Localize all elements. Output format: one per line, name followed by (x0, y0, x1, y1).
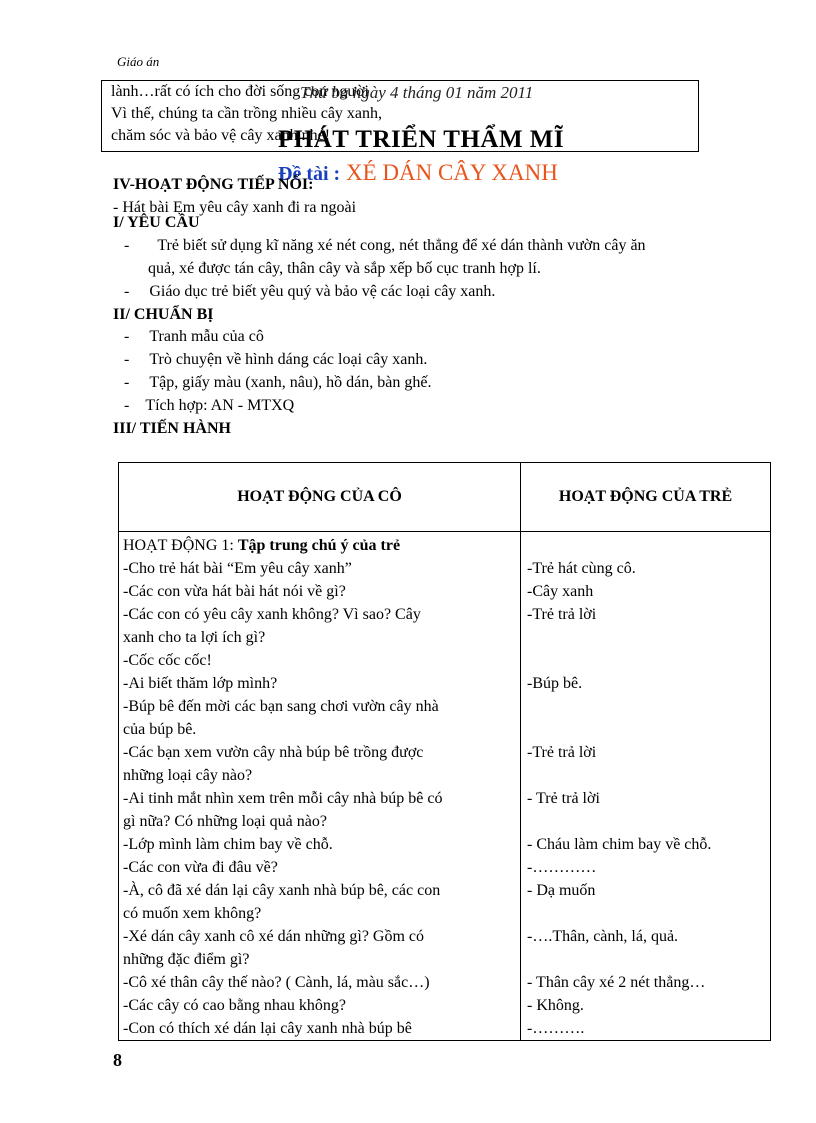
teacher-line: -Cốc cốc cốc! (123, 652, 212, 669)
teacher-line: -Con có thích xé dán lại cây xanh nhà búp bê (123, 1020, 412, 1037)
summary-line-3: chăm sóc và bảo vệ cây xanh nhé! (111, 127, 331, 144)
teacher-line: -Các cây có cao bằng nhau không? (123, 997, 347, 1014)
section-2-item-1: - Tranh mẫu của cô (124, 328, 264, 345)
section-2-item-1-text: Tranh mẫu của cô (149, 328, 264, 345)
teacher-line: của búp bê. (123, 721, 197, 738)
child-line: - Không. (527, 997, 584, 1014)
child-line (523, 718, 770, 741)
child-line: -Trẻ trả lời (527, 606, 597, 623)
child-line: -………. (527, 1020, 585, 1037)
teacher-line: -Lớp mình làm chim bay về chỗ. (123, 836, 333, 853)
child-line: -Trẻ trả lời (527, 744, 597, 761)
teacher-line: -Ai tinh mắt nhìn xem trên mỗi cây nhà búp bê có (123, 790, 443, 807)
section-2-item-3: - Tập, giấy màu (xanh, nâu), hồ dán, bàn ghế. (124, 374, 432, 391)
section-4-line: - Hát bài Em yêu cây xanh đi ra ngoài (113, 199, 357, 216)
child-line (523, 902, 770, 925)
teacher-line: -Các bạn xem vườn cây nhà búp bê trồng được (123, 744, 424, 761)
child-line: - Cháu làm chim bay về chỗ. (527, 836, 712, 853)
section-1-heading: I/ YÊU CẦU (113, 214, 200, 231)
teacher-line: -Các con vừa đi đâu về? (123, 859, 278, 876)
page-title: PHÁT TRIỂN THẨM MĨ (278, 126, 565, 153)
lesson-subtitle (278, 160, 558, 186)
summary-line-2: Vì thế, chúng ta cần trồng nhiều cây xanh, (111, 105, 383, 122)
child-line: -Trẻ hát cùng cô. (527, 560, 636, 577)
teacher-line: -À, cô đã xé dán lại cây xanh nhà búp bê, các con (123, 882, 441, 899)
teacher-activities-cell (119, 532, 521, 1041)
child-line: -….Thân, cành, lá, quả. (527, 928, 679, 945)
activity-heading (119, 534, 520, 557)
child-line: -………… (527, 859, 597, 876)
child-line: -Búp bê. (527, 675, 583, 692)
teacher-line: -Cho trẻ hát bài “Em yêu cây xanh” (123, 560, 352, 577)
child-activities-cell (521, 532, 771, 1041)
child-column-header: HOẠT ĐỘNG CỦA TRẺ (521, 463, 771, 532)
section-2-item-4-text: Tích hợp: AN - MTXQ (145, 397, 295, 414)
page-number: 8 (113, 1050, 122, 1070)
child-line (523, 810, 770, 833)
teacher-line: -Ai biết thăm lớp mình? (123, 675, 278, 692)
child-line (523, 948, 770, 971)
teacher-line: có muốn xem không? (123, 905, 262, 922)
teacher-line: gì nữa? Có những loại quả nào? (123, 813, 327, 830)
teacher-line: những đặc điểm gì? (123, 951, 250, 968)
child-line: - Trẻ trả lời (527, 790, 600, 807)
teacher-column-header: HOẠT ĐỘNG CỦA CÔ (119, 463, 521, 532)
section-1-item-1: - Trẻ biết sử dụng kĩ năng xé nét cong, nét thẳng để xé dán thành vườn cây ăn (124, 237, 646, 254)
section-1-item-1-text: Trẻ biết sử dụng kĩ năng xé nét cong, nét thẳng để xé dán thành vườn cây ăn (157, 237, 646, 254)
subtitle-prefix: Đề tài : (278, 163, 341, 185)
teacher-line: -Các con có yêu cây xanh không? Vì sao? Cây (123, 606, 421, 623)
child-line: - Dạ muốn (527, 882, 596, 899)
teacher-line: -Cô xé thân cây thế nào? ( Cành, lá, màu sắc…) (123, 974, 430, 991)
section-3-heading: III/ TIẾN HÀNH (113, 420, 231, 437)
activity-table (118, 462, 771, 1041)
section-1-item-1-cont: quả, xé được tán cây, thân cây và sắp xếp bố cục tranh hợp lí. (148, 260, 541, 277)
document-header: Giáo án (117, 54, 160, 69)
child-line (523, 649, 770, 672)
teacher-line: -Búp bê đến mời các bạn sang chơi vườn cây nhà (123, 698, 439, 715)
child-line (523, 695, 770, 718)
activity-title: Tập trung chú ý của trẻ (237, 537, 401, 554)
section-2-item-3-text: Tập, giấy màu (xanh, nâu), hồ dán, bàn ghế. (149, 374, 432, 391)
section-2-heading: II/ CHUẨN BỊ (113, 306, 214, 323)
child-line (523, 764, 770, 787)
child-line (523, 626, 770, 649)
section-2-item-2: - Trò chuyện về hình dáng các loại cây xanh. (124, 351, 428, 368)
section-1-item-2-text: Giáo dục trẻ biết yêu quý và bảo vệ các loại cây xanh. (149, 283, 496, 300)
teacher-line: những loại cây nào? (123, 767, 253, 784)
activity-prefix: HOẠT ĐỘNG 1: (123, 537, 234, 554)
child-line (523, 534, 770, 557)
lesson-date: Thứ ba ngày 4 tháng 01 năm 2011 (300, 83, 534, 102)
teacher-line: xanh cho ta lợi ích gì? (123, 629, 266, 646)
child-line: -Cây xanh (527, 583, 594, 600)
child-line: - Thân cây xé 2 nét thẳng… (527, 974, 706, 991)
section-2-item-4: - Tích hợp: AN - MTXQ (124, 397, 295, 414)
section-1-item-2: - Giáo dục trẻ biết yêu quý và bảo vệ các loại cây xanh. (124, 283, 496, 300)
teacher-line: -Xé dán cây xanh cô xé dán những gì? Gồm có (123, 928, 425, 945)
teacher-line: -Các con vừa hát bài hát nói về gì? (123, 583, 346, 600)
section-4-heading: IV-HOẠT ĐỘNG TIẾP NỐI: (113, 176, 314, 193)
section-2-item-2-text: Trò chuyện về hình dáng các loại cây xanh. (149, 351, 428, 368)
summary-line-1: lành…rất có ích cho đời sống con người (111, 83, 369, 100)
subtitle-text: XÉ DÁN CÂY XANH (345, 160, 558, 185)
